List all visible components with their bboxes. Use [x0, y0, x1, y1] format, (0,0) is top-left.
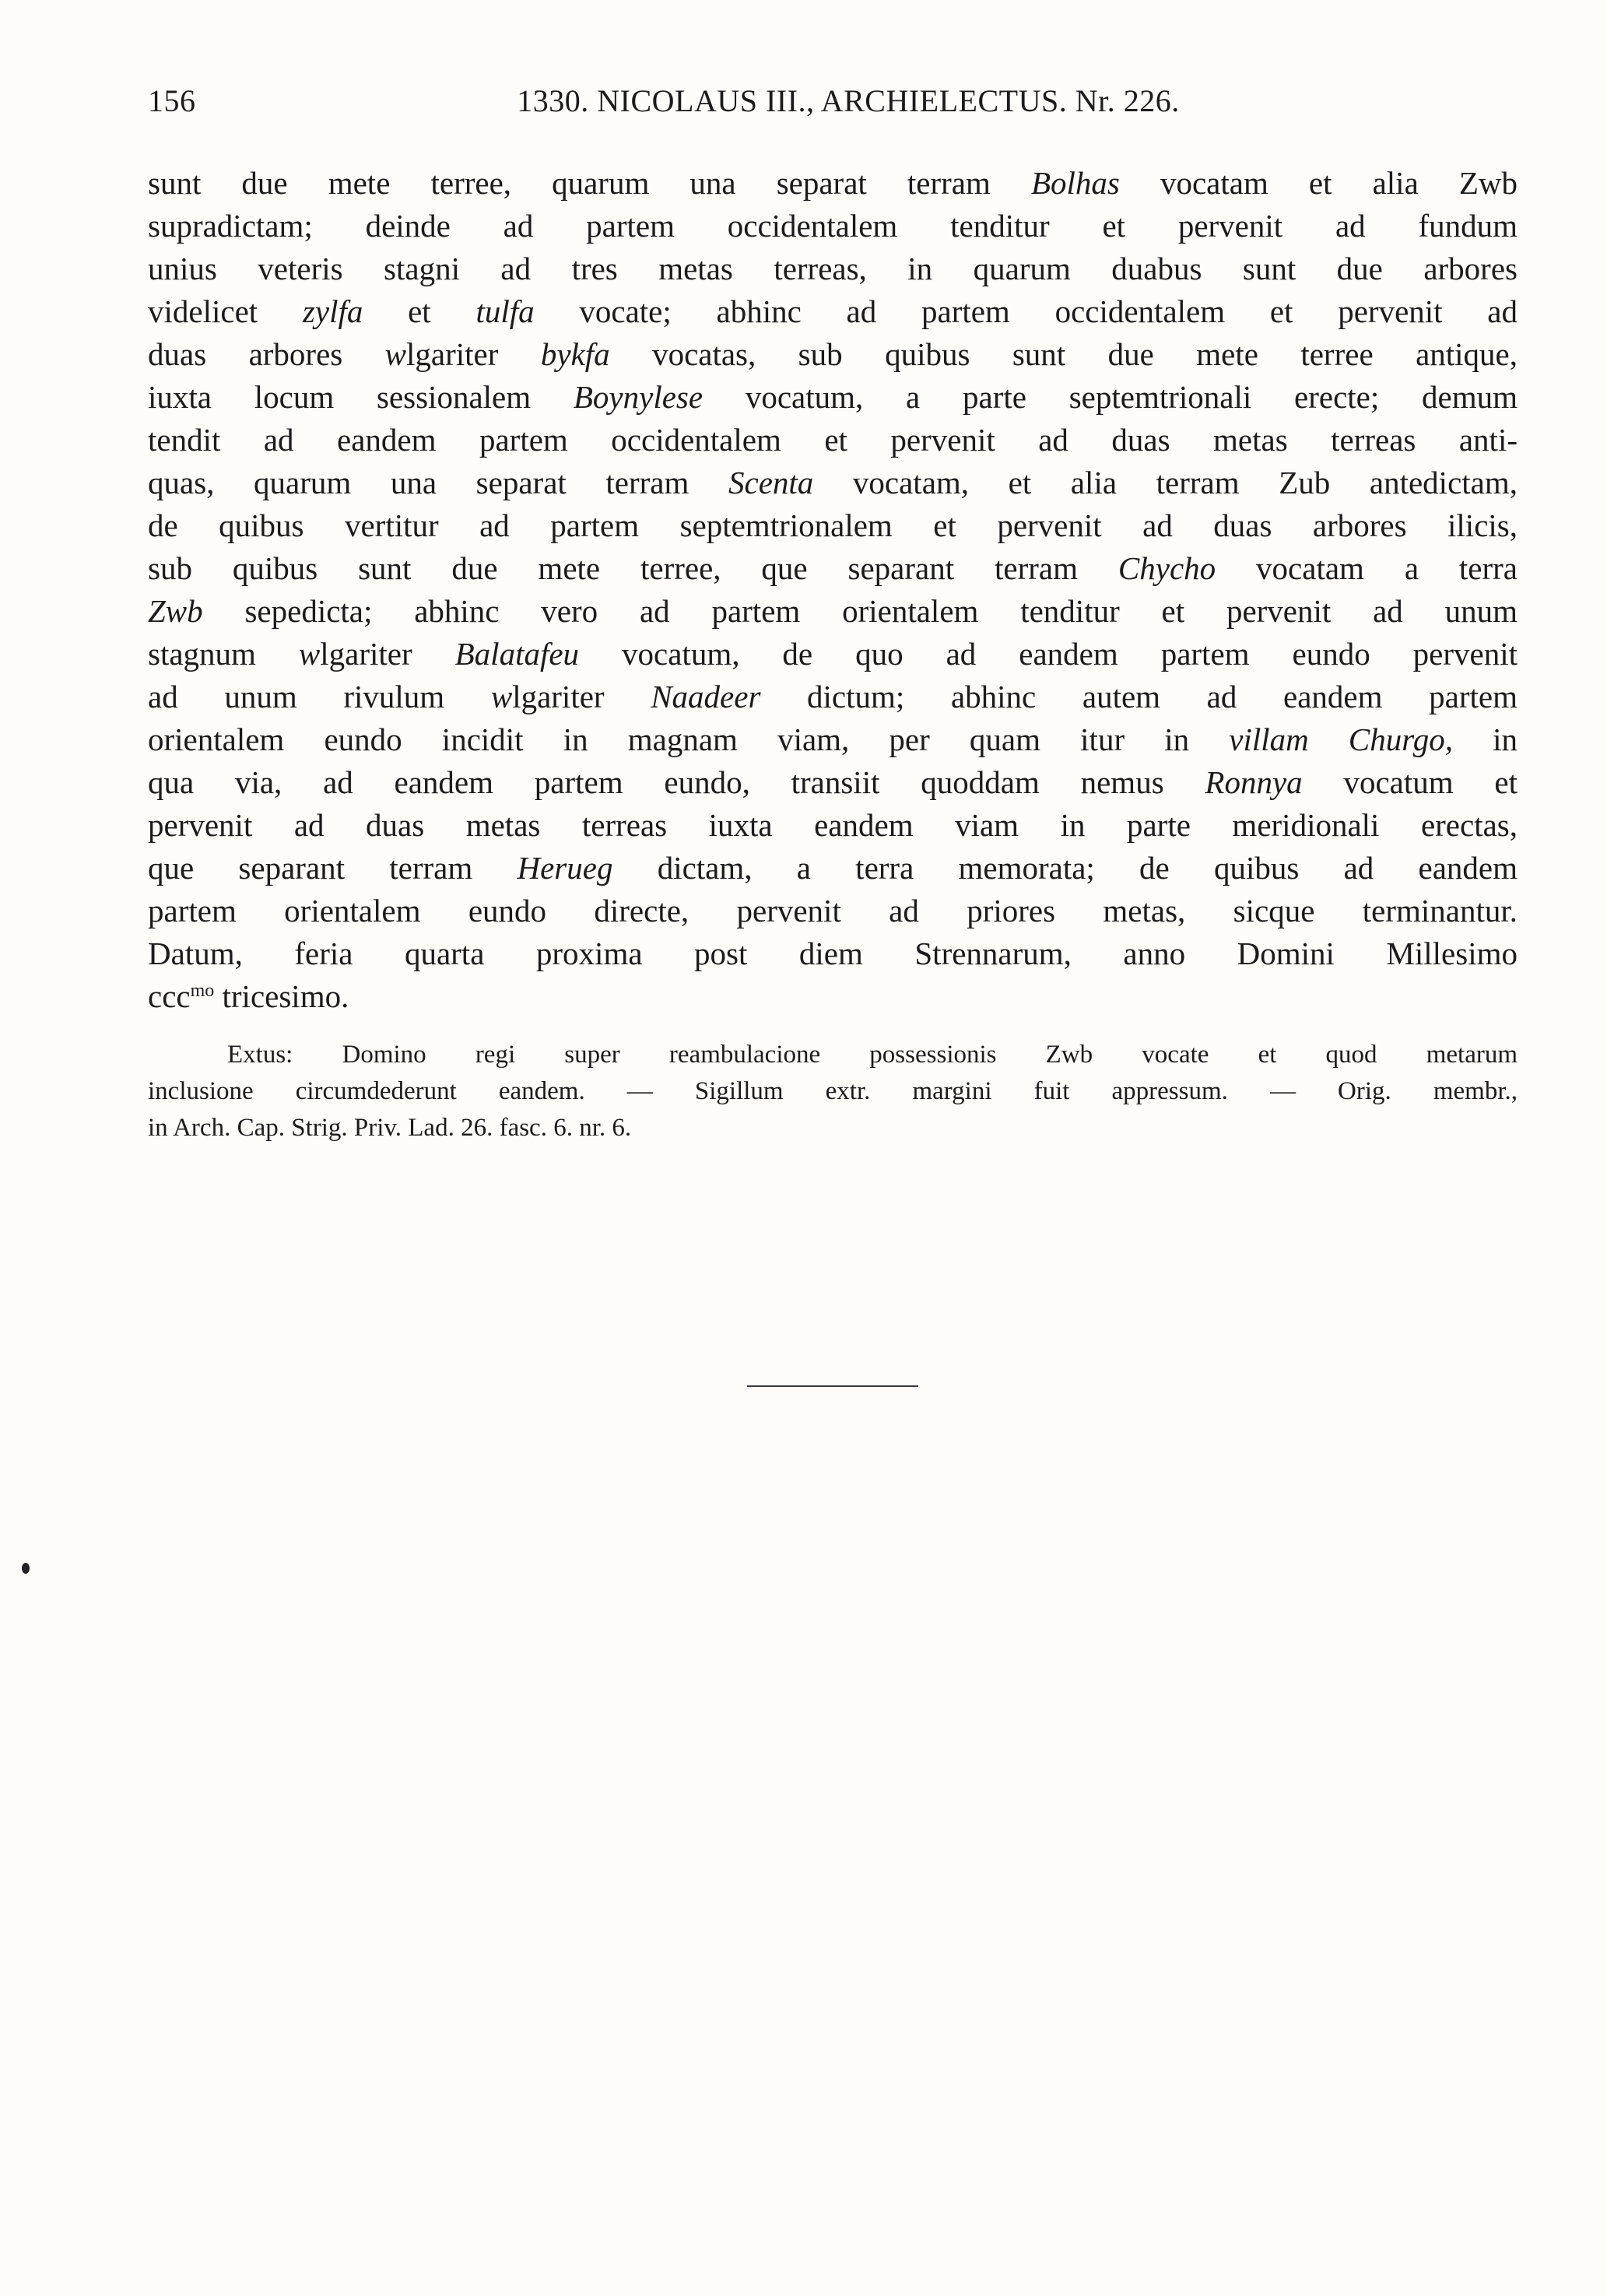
superscript: mo [190, 981, 215, 1001]
text-line [148, 547, 1518, 590]
text-run: duas arbores [148, 336, 385, 372]
italic-name: Herueg [517, 850, 613, 886]
margin-speck [22, 1563, 30, 1574]
italic-name: tulfa [475, 293, 535, 329]
text-run: dictum; abhinc autem ad eandem partem [760, 679, 1518, 714]
text-run: unius veteris stagni ad tres metas terreas, in quarum duabus sunt due arbores [148, 251, 1518, 286]
italic-name: bykfa [540, 336, 610, 372]
text-line [148, 590, 1518, 633]
text-run: quas, quarum una separat terram [148, 465, 728, 500]
italic-name: Scenta [728, 465, 814, 500]
text-run: que separant terram [148, 850, 518, 886]
italic-name: w [384, 336, 407, 372]
text-line [148, 847, 1518, 890]
text-run: dictam, a terra memorata; de quibus ad eandem [612, 850, 1518, 886]
text-run: pervenit ad duas metas terreas iuxta eandem viam in parte meridionali erectas, [148, 807, 1518, 843]
charter-text [148, 162, 1518, 1018]
text-line [148, 804, 1518, 847]
text-run: stagnum [148, 636, 299, 672]
text-line [148, 290, 1518, 333]
text-line [148, 975, 1518, 1018]
text-line [148, 890, 1518, 932]
italic-name: Naadeer [651, 679, 761, 714]
text-run: in [1452, 721, 1518, 757]
text-run: videlicet [148, 293, 303, 329]
text-line [148, 932, 1518, 975]
text-run: de quibus vertitur ad partem septemtrionalem et pervenit ad duas arbores ilicis, [148, 507, 1518, 543]
page-number: 156 [148, 83, 196, 118]
text-line [148, 205, 1518, 248]
text-run: vocatum et [1302, 764, 1518, 800]
text-run: vocatum, a parte septemtrionali erecte; demum [703, 379, 1518, 415]
text-line [148, 462, 1518, 504]
text-run: Datum, feria quarta proxima post diem Strennarum, anno Domini Millesimo [148, 936, 1518, 971]
text-run: vocatas, sub quibus sunt due mete terree antique, [609, 336, 1518, 372]
text-line [148, 761, 1518, 804]
text-line [148, 376, 1518, 419]
text-run: vocatam a terra [1216, 550, 1518, 586]
page-header [148, 78, 1518, 125]
text-run: qua via, ad eandem partem eundo, transiit quoddam nemus [148, 764, 1205, 800]
text-line [148, 718, 1518, 761]
text-line [148, 504, 1518, 547]
editorial-note [148, 1037, 1518, 1146]
text-run: et [363, 293, 476, 329]
text-run: vocate; abhinc ad partem occidentalem et pervenit ad [534, 293, 1518, 329]
note-line: inclusione circumdederunt eandem. — Sigillum extr. margini fuit appressum. — Orig. membr., [148, 1077, 1518, 1105]
text-run: tricesimo. [214, 978, 349, 1014]
text-line [148, 162, 1518, 205]
italic-name: w [490, 679, 513, 714]
running-title: 1330. NICOLAUS III., ARCHIELECTUS. Nr. 226. [517, 83, 1180, 118]
text-run: lgariter [512, 679, 651, 714]
italic-name: Balatafeu [454, 636, 580, 672]
note-line: Extus: Domino regi super reambulacione possessionis Zwb vocate et quod metarum [227, 1041, 1518, 1069]
text-line [148, 419, 1518, 462]
italic-name: Zwb [148, 593, 203, 629]
italic-name: Ronnya [1205, 764, 1303, 800]
italic-name: Chycho [1118, 550, 1216, 586]
text-run: lgariter [320, 636, 455, 672]
text-run: sunt due mete terree, quarum una separat terram [148, 165, 1031, 201]
text-line [148, 333, 1518, 376]
italic-name: zylfa [302, 293, 363, 329]
text-line [148, 633, 1518, 676]
text-run: partem orientalem eundo directe, pervenit ad priores metas, sicque terminantur. [148, 893, 1518, 929]
note-line: in Arch. Cap. Strig. Priv. Lad. 26. fasc. 6. nr. 6. [148, 1114, 632, 1142]
text-run: ad unum rivulum [148, 679, 491, 714]
document-page [148, 78, 1518, 1146]
text-run: lgariter [406, 336, 541, 372]
italic-name: Bolhas [1030, 165, 1120, 201]
section-divider [747, 1385, 918, 1387]
text-run: vocatam, et alia terram Zub antedictam, [813, 465, 1518, 500]
text-run: iuxta locum sessionalem [148, 379, 574, 415]
italic-name: villam Churgo, [1229, 721, 1453, 757]
text-line [148, 248, 1518, 290]
text-run: sepedicta; abhinc vero ad partem orientalem tenditur et pervenit ad unum [202, 593, 1518, 629]
text-run: sub quibus sunt due mete terree, que separant terram [148, 550, 1118, 586]
italic-name: w [298, 636, 321, 672]
text-run: orientalem eundo incidit in magnam viam, per quam itur in [148, 721, 1230, 757]
text-run: ccc [148, 978, 191, 1014]
text-run: vocatam et alia Zwb [1119, 165, 1518, 201]
text-line [148, 676, 1518, 718]
italic-name: Boynylese [573, 379, 704, 415]
text-run: tendit ad eandem partem occidentalem et pervenit ad duas metas terreas anti- [148, 422, 1518, 458]
text-run: supradictam; deinde ad partem occidentalem tenditur et pervenit ad fundum [148, 208, 1518, 244]
text-run: vocatum, de quo ad eandem partem eundo pervenit [579, 636, 1518, 672]
